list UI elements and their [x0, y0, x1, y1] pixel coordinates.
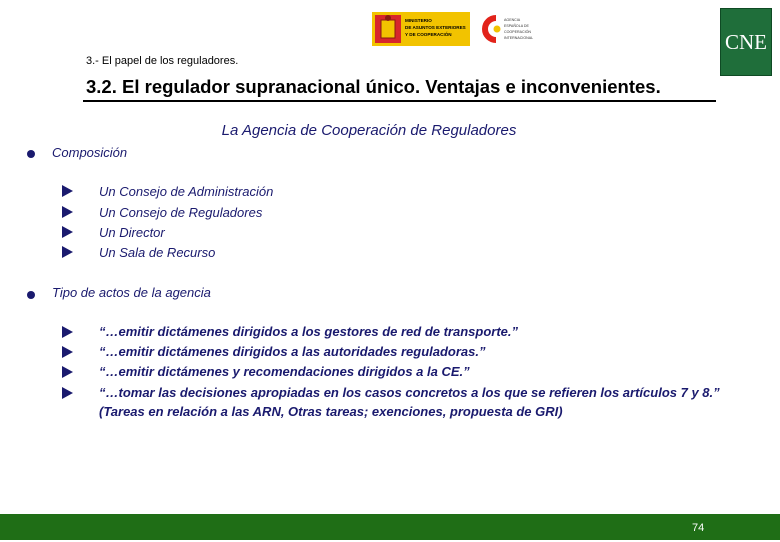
bullet-dot-icon	[27, 291, 35, 299]
list-item: “…emitir dictámenes dirigidos a los gestores de red de transporte.”	[99, 324, 519, 339]
title-divider	[83, 100, 716, 102]
list-item: “…emitir dictámenes dirigidos a las autoridades reguladoras.”	[99, 344, 486, 359]
cooperacion-logo-line-3: COOPERACIÓN	[504, 30, 531, 34]
cne-logo	[720, 8, 772, 76]
arrow-bullet-icon	[62, 226, 73, 238]
arrow-bullet-icon	[62, 185, 73, 197]
arrow-bullet-icon	[62, 387, 73, 399]
ministerio-logo-line-3: Y DE COOPERACIÓN	[405, 32, 452, 37]
list-item: Un Director	[99, 225, 165, 240]
arrow-bullet-icon	[62, 326, 73, 338]
arrow-bullet-icon	[62, 206, 73, 218]
page-number: 74	[692, 522, 705, 534]
arrow-bullet-icon	[62, 246, 73, 258]
list-item: “…tomar las decisiones apropiadas en los casos concretos a los que se refieren los artículos 7 y 8.” (Tareas en relación a las ARN, Otras tareas; exenciones, propuesta de GRI)	[99, 385, 720, 419]
cooperacion-logo-line-4: INTERNACIONAL	[504, 36, 534, 40]
list-item: Un Consejo de Administración	[99, 184, 274, 199]
slide-subtitle: La Agencia de Cooperación de Reguladores	[221, 122, 517, 139]
arrow-bullet-icon	[62, 366, 73, 378]
slide-title: 3.2. El regulador supranacional único. Ventajas e inconvenientes.	[86, 76, 661, 97]
cooperacion-logo-line-1: AGENCIA	[504, 18, 521, 22]
list-item: “…emitir dictámenes y recomendaciones dirigidos a la CE.”	[99, 364, 470, 379]
section-label: 3.- El papel de los reguladores.	[86, 55, 239, 67]
bullet-dot-icon	[27, 150, 35, 158]
section-heading-composicion: Composición	[52, 145, 128, 160]
ministerio-logo-line-2: DE ASUNTOS EXTERIORES	[405, 25, 466, 30]
ministerio-logo	[372, 12, 470, 46]
ministerio-logo-line-1: MINISTERIO	[405, 18, 432, 23]
cooperacion-logo-line-2: ESPAÑOLA DE	[504, 24, 529, 28]
arrow-bullet-icon	[62, 346, 73, 358]
list-item: Un Consejo de Reguladores	[99, 205, 263, 220]
section-heading-tipo-de-actos: Tipo de actos de la agencia	[52, 285, 211, 300]
list-item: Un Sala de Recurso	[99, 245, 216, 260]
cne-logo-text: CNE	[725, 29, 767, 54]
cooperacion-logo	[482, 14, 546, 44]
